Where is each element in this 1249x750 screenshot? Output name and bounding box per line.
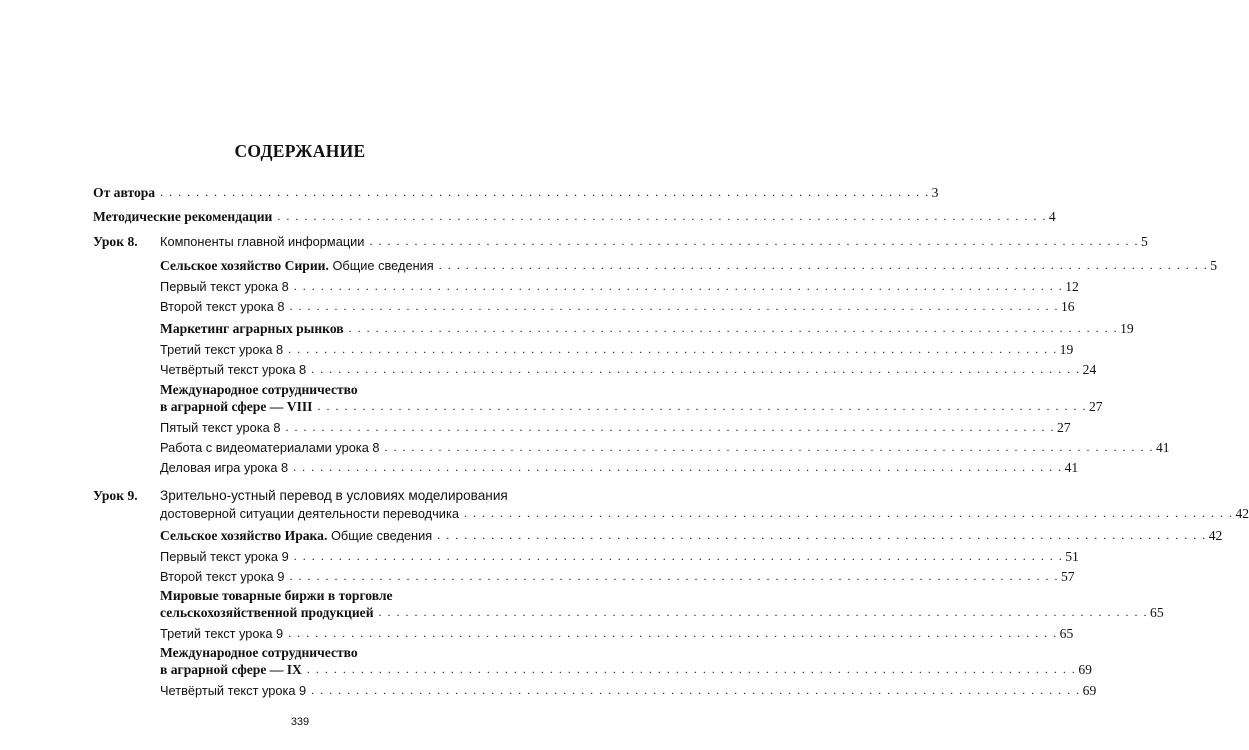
toc-page-number: 65 xyxy=(1150,605,1164,620)
dot-leader: . . . . . . . . . . . . . . . . . . . . . . . . . . . . . . . . . . . . . . . . . . . . . . . . . . . . . . . . . . . . . . . . . . . . . . . . . . . . . . . . . . . . . . xyxy=(289,299,1059,313)
toc-entry-text: Четвёртый текст урока 9 xyxy=(160,683,307,698)
toc-entry-text: Сельское хозяйство Ирака. Общие сведения xyxy=(160,528,433,543)
dot-leader: . . . . . . . . . . . . . . . . . . . . . . . . . . . . . . . . . . . . . . . . . . . . . . . . . . . . . . . . . . . . . . . . . . . . . . . . . . . . . . . . . . . . . . xyxy=(160,185,930,199)
toc-page-number: 69 xyxy=(1078,662,1092,677)
toc-page-number: 65 xyxy=(1059,626,1074,641)
toc-entry-text: сельскохозяйственной продукцией xyxy=(160,605,374,620)
toc-entry-text: достоверной ситуации деятельности переводчика xyxy=(160,506,459,521)
toc-entry-text: Деловая игра урока 8 xyxy=(160,460,289,475)
dot-leader: . . . . . . . . . . . . . . . . . . . . . . . . . . . . . . . . . . . . . . . . . . . . . . . . . . . . . . . . . . . . . . . . . . . . . . . . . . . . . . . . . . . . . . xyxy=(384,440,1154,454)
toc-page-number: 42 xyxy=(1208,528,1223,543)
toc-page-number: 41 xyxy=(1155,440,1170,455)
toc-page-number: 12 xyxy=(1065,279,1079,294)
page-number: 339 xyxy=(290,716,310,728)
dot-leader: . . . . . . . . . . . . . . . . . . . . . . . . . . . . . . . . . . . . . . . . . . . . . . . . . . . . . . . . . . . . . . . . . . . . . . . . . . . . . . . . . . . . . . xyxy=(311,362,1081,376)
toc-page-number: 69 xyxy=(1082,683,1097,698)
lesson-8-label: Урок 8. xyxy=(93,234,138,249)
dot-leader: . . . . . . . . . . . . . . . . . . . . . . . . . . . . . . . . . . . . . . . . . . . . . . . . . . . . . . . . . . . . . . . . . . . . . . . . . . . . . . . . . . . . . . xyxy=(289,569,1059,583)
toc-entry[interactable] xyxy=(160,258,1218,273)
dot-leader: . . . . . . . . . . . . . . . . . . . . . . . . . . . . . . . . . . . . . . . . . . . . . . . . . . . . . . . . . . . . . . . . . . . . . . . . . . . . . . . . . . . . . . xyxy=(463,506,1234,520)
toc-entry[interactable] xyxy=(160,506,1249,521)
toc-entry[interactable] xyxy=(160,279,1079,294)
dot-leader: . . . . . . . . . . . . . . . . . . . . . . . . . . . . . . . . . . . . . . . . . . . . . . . . . . . . . . . . . . . . . . . . . . . . . . . . . . . . . . . . . . . . . . xyxy=(311,683,1081,697)
toc-entry[interactable] xyxy=(160,234,1148,249)
dot-leader: . . . . . . . . . . . . . . . . . . . . . . . . . . . . . . . . . . . . . . . . . . . . . . . . . . . . . . . . . . . . . . . . . . . . . . . . . . . . . . . . . . . . . . xyxy=(348,321,1119,335)
dot-leader: . . . . . . . . . . . . . . . . . . . . . . . . . . . . . . . . . . . . . . . . . . . . . . . . . . . . . . . . . . . . . . . . . . . . . . . . . . . . . . . . . . . . . . xyxy=(293,279,1064,293)
toc-entry-text: Маркетинг аграрных рынков xyxy=(160,321,344,336)
toc-entry-text: Первый текст урока 9 xyxy=(160,549,289,564)
toc-page-number: 27 xyxy=(1056,420,1071,435)
toc-entry[interactable] xyxy=(160,683,1097,698)
toc-entry-text: Первый текст урока 8 xyxy=(160,279,289,294)
toc-entry-text: Сельское хозяйство Сирии. Общие сведения xyxy=(160,258,434,273)
toc-entry-text-line1: Международное сотрудничество xyxy=(160,382,358,397)
toc-page-number: 16 xyxy=(1060,299,1075,314)
toc-entry-text: Второй текст урока 8 xyxy=(160,299,285,314)
toc-page-number: 51 xyxy=(1065,549,1079,564)
dot-leader: . . . . . . . . . . . . . . . . . . . . . . . . . . . . . . . . . . . . . . . . . . . . . . . . . . . . . . . . . . . . . . . . . . . . . . . . . . . . . . . . . . . . . . xyxy=(285,420,1055,434)
toc-entry-text: Третий текст урока 9 xyxy=(160,626,284,641)
toc-page-number: 5 xyxy=(1210,258,1218,273)
toc-entry[interactable] xyxy=(160,362,1097,377)
toc-entry-text-line1: Мировые товарные биржи в торговле xyxy=(160,588,393,603)
toc-entry-text-line1: Зрительно-устный перевод в условиях моделирования xyxy=(160,488,508,503)
toc-page-number: 24 xyxy=(1082,362,1097,377)
toc-page-number: 3 xyxy=(931,185,939,200)
toc-entry[interactable] xyxy=(160,321,1134,336)
dot-leader: . . . . . . . . . . . . . . . . . . . . . . . . . . . . . . . . . . . . . . . . . . . . . . . . . . . . . . . . . . . . . . . . . . . . . . . . . . . . . . . . . . . . . . xyxy=(438,258,1209,272)
toc-entry[interactable] xyxy=(160,528,1223,543)
dot-leader: . . . . . . . . . . . . . . . . . . . . . . . . . . . . . . . . . . . . . . . . . . . . . . . . . . . . . . . . . . . . . . . . . . . . . . . . . . . . . . . . . . . . . . xyxy=(306,662,1077,676)
dot-leader: . . . . . . . . . . . . . . . . . . . . . . . . . . . . . . . . . . . . . . . . . . . . . . . . . . . . . . . . . . . . . . . . . . . . . . . . . . . . . . . . . . . . . . xyxy=(288,626,1058,640)
dot-leader: . . . . . . . . . . . . . . . . . . . . . . . . . . . . . . . . . . . . . . . . . . . . . . . . . . . . . . . . . . . . . . . . . . . . . . . . . . . . . . . . . . . . . . xyxy=(378,605,1149,619)
toc-entry[interactable] xyxy=(160,460,1079,475)
toc-page-number: 57 xyxy=(1060,569,1075,584)
toc-entry-text: Методические рекомендации xyxy=(93,209,273,224)
toc-entry-text: Пятый текст урока 8 xyxy=(160,420,281,435)
toc-entry-text: От автора xyxy=(93,185,156,200)
dot-leader: . . . . . . . . . . . . . . . . . . . . . . . . . . . . . . . . . . . . . . . . . . . . . . . . . . . . . . . . . . . . . . . . . . . . . . . . . . . . . . . . . . . . . . xyxy=(317,399,1087,413)
toc-entry[interactable] xyxy=(160,299,1075,314)
toc-entry[interactable] xyxy=(160,569,1075,584)
toc-entry[interactable] xyxy=(160,440,1170,455)
toc-entry-guidelines[interactable] xyxy=(93,209,1056,224)
dot-leader: . . . . . . . . . . . . . . . . . . . . . . . . . . . . . . . . . . . . . . . . . . . . . . . . . . . . . . . . . . . . . . . . . . . . . . . . . . . . . . . . . . . . . . xyxy=(437,528,1207,542)
toc-entry-text-line1: Международное сотрудничество xyxy=(160,645,358,660)
toc-entry[interactable] xyxy=(160,662,1092,677)
toc-page-number: 5 xyxy=(1140,234,1148,249)
lesson-9-label: Урок 9. xyxy=(93,488,138,503)
toc-entry-text: Четвёртый текст урока 8 xyxy=(160,362,307,377)
toc-page-number: 4 xyxy=(1048,209,1056,224)
dot-leader: . . . . . . . . . . . . . . . . . . . . . . . . . . . . . . . . . . . . . . . . . . . . . . . . . . . . . . . . . . . . . . . . . . . . . . . . . . . . . . . . . . . . . . xyxy=(369,234,1139,248)
toc-entry-text: Второй текст урока 9 xyxy=(160,569,285,584)
dot-leader: . . . . . . . . . . . . . . . . . . . . . . . . . . . . . . . . . . . . . . . . . . . . . . . . . . . . . . . . . . . . . . . . . . . . . . . . . . . . . . . . . . . . . . xyxy=(277,209,1047,223)
toc-entry-text: в аграрной сфере — VIII xyxy=(160,399,313,414)
toc-entry-text: Работа с видеоматериалами урока 8 xyxy=(160,440,380,455)
toc-entry-text: в аграрной сфере — IX xyxy=(160,662,302,677)
toc-page-number: 19 xyxy=(1120,321,1134,336)
page-title: СОДЕРЖАНИЕ xyxy=(234,141,366,161)
toc-entry[interactable] xyxy=(160,605,1164,620)
toc-entry-text: Компоненты главной информации xyxy=(160,234,365,249)
toc-page-number: 19 xyxy=(1059,342,1074,357)
dot-leader: . . . . . . . . . . . . . . . . . . . . . . . . . . . . . . . . . . . . . . . . . . . . . . . . . . . . . . . . . . . . . . . . . . . . . . . . . . . . . . . . . . . . . . xyxy=(293,460,1063,474)
toc-page-number: 42 xyxy=(1235,506,1249,521)
dot-leader: . . . . . . . . . . . . . . . . . . . . . . . . . . . . . . . . . . . . . . . . . . . . . . . . . . . . . . . . . . . . . . . . . . . . . . . . . . . . . . . . . . . . . . xyxy=(288,342,1058,356)
toc-entry[interactable] xyxy=(160,626,1074,641)
toc-page-number: 27 xyxy=(1088,399,1103,414)
toc-entry-from-author[interactable] xyxy=(93,185,939,200)
toc-page-number: 41 xyxy=(1064,460,1079,475)
toc-entry[interactable] xyxy=(160,399,1103,414)
toc-entry-text: Третий текст урока 8 xyxy=(160,342,284,357)
toc-entry[interactable] xyxy=(160,549,1079,564)
toc-entry[interactable] xyxy=(160,420,1071,435)
dot-leader: . . . . . . . . . . . . . . . . . . . . . . . . . . . . . . . . . . . . . . . . . . . . . . . . . . . . . . . . . . . . . . . . . . . . . . . . . . . . . . . . . . . . . . xyxy=(293,549,1064,563)
toc-entry[interactable] xyxy=(160,342,1074,357)
